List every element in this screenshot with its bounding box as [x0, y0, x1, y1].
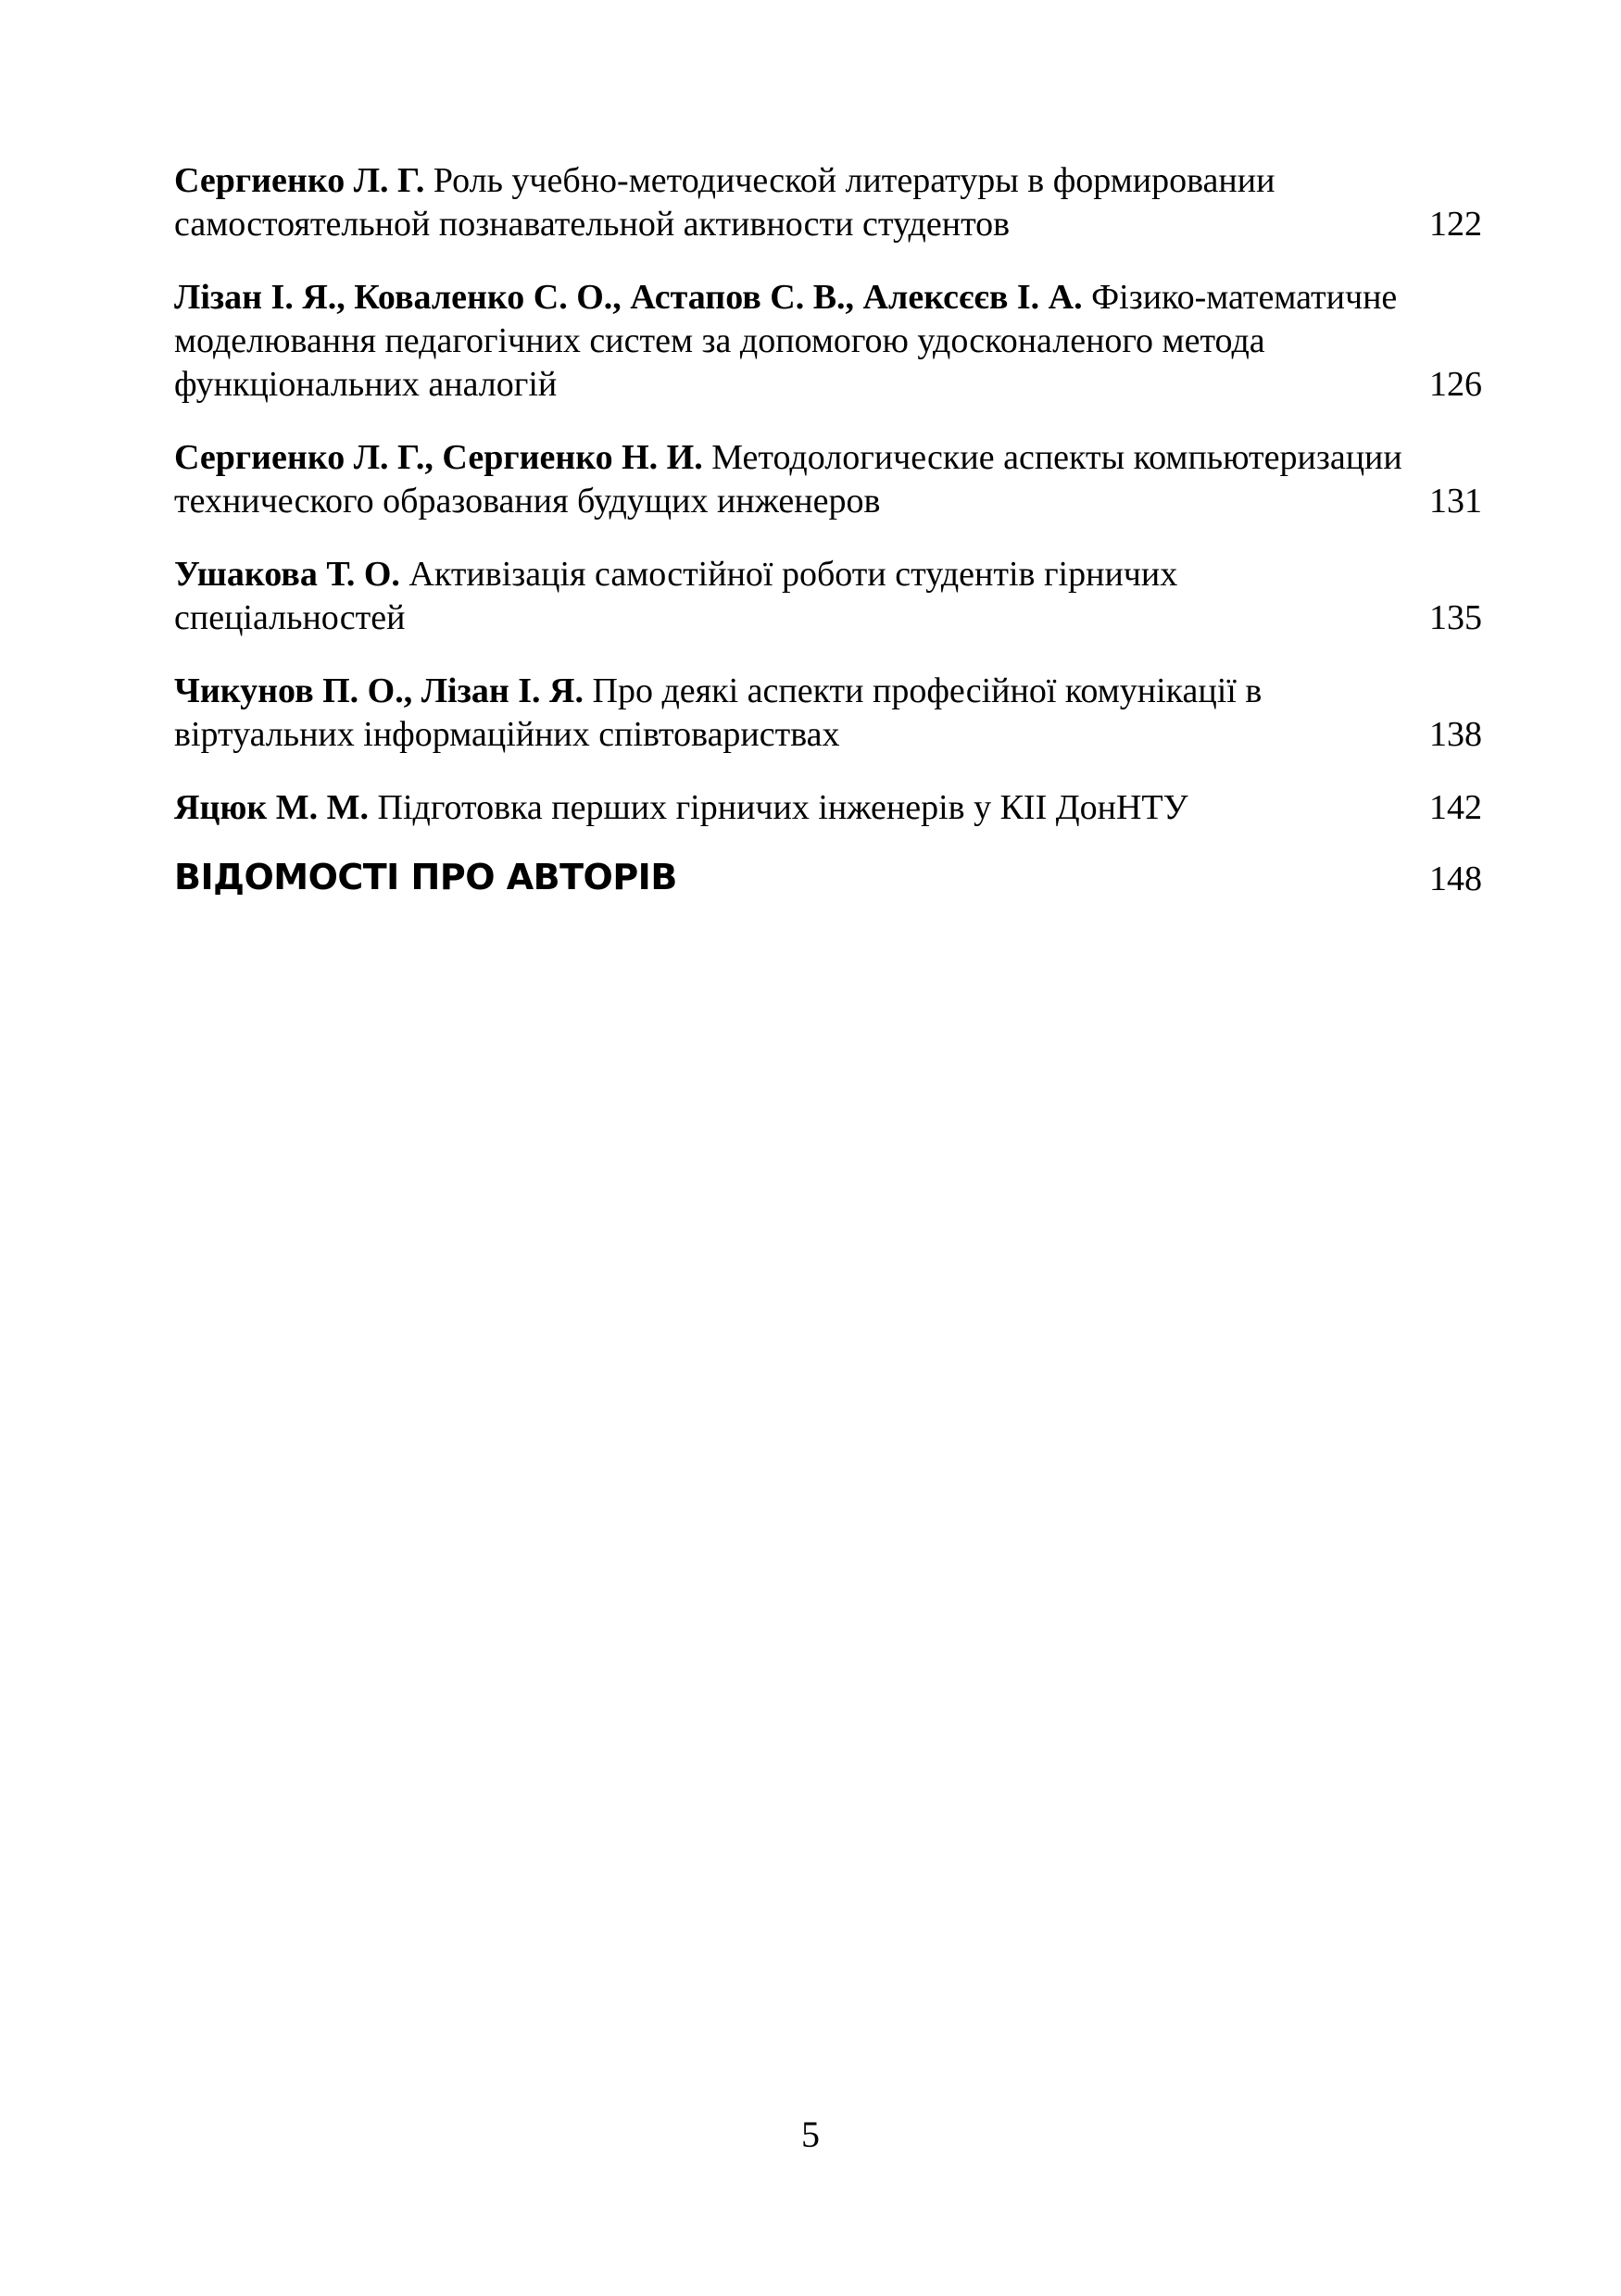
toc-entry-text: [174, 553, 1406, 640]
toc-entry-page: 135: [1429, 598, 1482, 637]
toc-entry-authors: Сергиенко Л. Г., Сергиенко Н. И.: [174, 438, 703, 477]
toc-entry-title: Методологические аспекты компьютеризации технического образования будущих инженеров: [174, 438, 1402, 521]
toc-entry-text: [174, 276, 1406, 407]
toc-entry-title: Активізація самостійної роботи студентів гірничих спеціальностей: [174, 555, 1178, 637]
toc-entry: [174, 436, 1482, 523]
section-page: 148: [1429, 859, 1482, 898]
toc-entry: [174, 159, 1482, 246]
toc-entry-page: 142: [1429, 788, 1482, 827]
toc-entry: [174, 553, 1482, 640]
toc-entry-text: [174, 670, 1406, 757]
toc-entry-authors: Лізан І. Я., Коваленко С. О., Астапов С. В., Алексєєв І. А.: [174, 278, 1083, 317]
toc-entry-authors: Яцюк М. М.: [174, 788, 370, 827]
toc-entry-authors: Чикунов П. О., Лізан І. Я.: [174, 671, 584, 710]
table-of-contents: [174, 159, 1482, 859]
toc-entry-page: 126: [1429, 365, 1482, 404]
toc-entry: [174, 786, 1482, 830]
toc-entry-page: 122: [1429, 205, 1482, 244]
toc-entry-text: [174, 436, 1406, 523]
toc-entry-title: Роль учебно-методической литературы в формировании самостоятельной познавательной активности студентов: [174, 161, 1275, 244]
toc-entry-authors: Ушакова Т. О.: [174, 555, 400, 594]
toc-entry-title: Підготовка перших гірничих інженерів у КІІ ДонНТУ: [377, 788, 1188, 827]
section-title: ВІДОМОСТІ ПРО АВТОРІВ: [174, 857, 677, 897]
toc-entry-page: 138: [1429, 715, 1482, 754]
page-number: 5: [801, 2114, 820, 2155]
toc-entry: [174, 670, 1482, 757]
toc-entry-title: Фізико-математичне моделювання педагогічних систем за допомогою удосконаленого метода функціональних аналогій: [174, 278, 1398, 404]
toc-entry-authors: Сергиенко Л. Г.: [174, 161, 425, 200]
toc-entry: [174, 276, 1482, 407]
toc-entry-page: 131: [1429, 482, 1482, 521]
toc-entry-text: [174, 159, 1406, 246]
toc-entry-title: Про деякі аспекти професійної комунікації в віртуальних інформаційних співтовариствах: [174, 671, 1263, 754]
toc-entry-text: [174, 786, 1406, 830]
toc-section: [174, 850, 1482, 906]
